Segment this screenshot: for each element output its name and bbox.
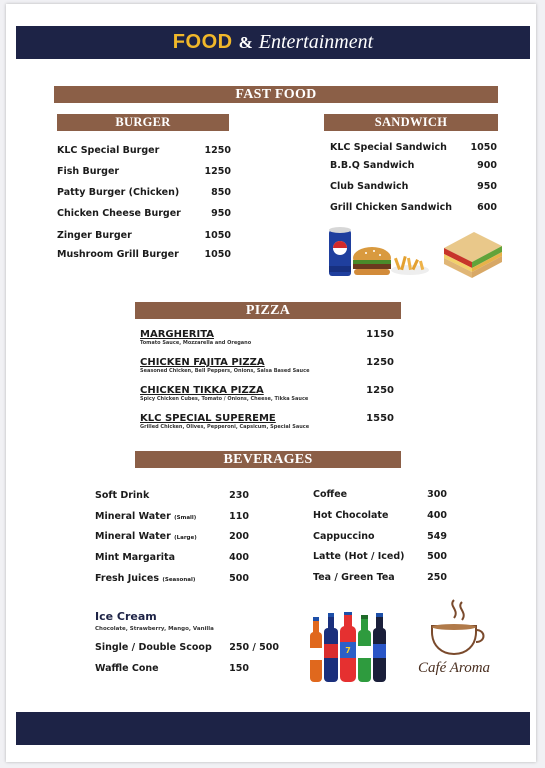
pizza-item: KLC SPECIAL SUPEREME Grilled Chicken, Olives, Pepperoni, Capsicum, Special Sauce 1550: [140, 413, 394, 430]
menu-item: Mineral Water (Large) 200: [95, 531, 249, 542]
menu-item: Single / Double Scoop 250 / 500: [95, 642, 279, 653]
menu-item: KLC Special Burger 1250: [57, 145, 231, 156]
cafe-aroma-logo: [406, 598, 502, 682]
menu-item: Mineral Water (Small) 110: [95, 511, 249, 522]
coffee-cup-icon: [406, 598, 502, 658]
menu-item: Waffle Cone 150: [95, 663, 249, 674]
pizza-item: MARGHERITA Tomato Sauce, Mozzarella and Oregano 1150: [140, 329, 394, 346]
menu-item: Patty Burger (Chicken) 850: [57, 187, 231, 198]
section-fast-food: FAST FOOD: [54, 86, 498, 103]
section-pizza: PIZZA: [135, 302, 401, 319]
menu-item: KLC Special Sandwich 1050: [330, 142, 497, 153]
menu-item: Club Sandwich 950: [330, 181, 497, 192]
pizza-item: CHICKEN FAJITA PIZZA Seasoned Chicken, Bell Peppers, Onions, Salsa Based Sauce 1250: [140, 357, 394, 374]
pizza-item: CHICKEN TIKKA PIZZA Spicy Chicken Cubes, Tomato / Onions, Cheese, Tikka Sauce 1250: [140, 385, 394, 402]
menu-item: Mint Margarita 400: [95, 552, 249, 563]
menu-item: Grill Chicken Sandwich 600: [330, 202, 497, 213]
menu-item: Zinger Burger 1050: [57, 230, 231, 241]
cafe-aroma-text: Café Aroma: [417, 660, 491, 676]
menu-item: Latte (Hot / Iced) 500: [313, 551, 447, 562]
menu-item: Tea / Green Tea 250: [313, 572, 447, 583]
menu-item: Hot Chocolate 400: [313, 510, 447, 521]
section-burger: BURGER: [57, 114, 229, 131]
menu-item: Chicken Cheese Burger 950: [57, 208, 231, 219]
header-bar: [16, 26, 530, 59]
brand-food: FOOD: [172, 31, 233, 53]
section-beverages: BEVERAGES: [135, 451, 401, 468]
burger-combo-image: [326, 222, 430, 282]
menu-item: Fresh Juices (Seasonal) 500: [95, 573, 249, 584]
footer-bar: [16, 712, 530, 745]
sandwich-image: [440, 228, 506, 280]
menu-item: Cappuccino 549: [313, 531, 447, 542]
menu-item: B.B.Q Sandwich 900: [330, 160, 497, 171]
soft-drinks-image: [306, 612, 390, 686]
svg-text:7: 7: [345, 646, 351, 655]
brand-ampersand: &: [238, 32, 253, 52]
menu-item: Fish Burger 1250: [57, 166, 231, 177]
brand-entertainment: Entertainment: [258, 31, 374, 53]
menu-item: Soft Drink 230: [95, 490, 249, 501]
menu-item: Coffee 300: [313, 489, 447, 500]
menu-item: Mushroom Grill Burger 1050: [57, 249, 231, 260]
icecream-desc: Chocolate, Strawberry, Mango, Vanilla: [95, 626, 214, 632]
brand-logo: [173, 31, 373, 54]
section-sandwich: SANDWICH: [324, 114, 498, 131]
icecream-title: Ice Cream: [95, 610, 157, 623]
